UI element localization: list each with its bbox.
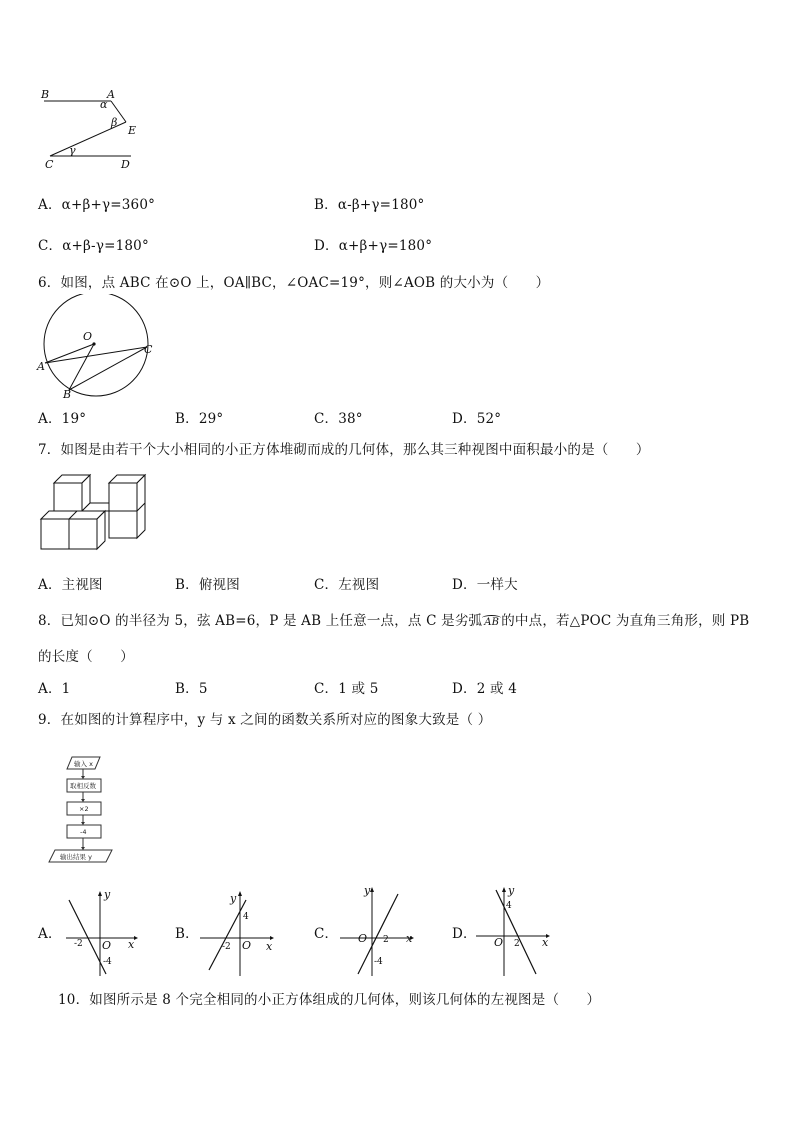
flow-step-negate: 取相反数 bbox=[70, 782, 96, 790]
q8-stem-line2: 的长度（ ） bbox=[38, 649, 134, 665]
graph-b bbox=[196, 888, 278, 980]
tick-y: 4 bbox=[506, 901, 512, 911]
q9-option-c-letter: C． bbox=[314, 926, 339, 942]
circle-figure bbox=[34, 294, 158, 400]
q6-option-a: A．19° bbox=[38, 411, 87, 427]
origin: O bbox=[494, 936, 504, 949]
label-B: B bbox=[63, 388, 72, 400]
q8-option-a: A．1 bbox=[38, 681, 71, 697]
label-A: A bbox=[37, 360, 45, 373]
q7-stem: 7．如图是由若干个大小相同的小正方体堆砌而成的几何体，那么其三种视图中面积最小的是（ ） bbox=[38, 442, 650, 458]
arc-ab: AB bbox=[484, 617, 500, 628]
tick-x: -2 bbox=[222, 942, 231, 952]
q5-option-d: D．α+β+γ=180° bbox=[314, 238, 433, 254]
flow-step-minus4: -4 bbox=[80, 828, 87, 836]
label-alpha: α bbox=[100, 98, 108, 111]
origin: O bbox=[358, 932, 368, 945]
graph-c bbox=[336, 884, 418, 980]
axis-y: y bbox=[508, 884, 515, 897]
label-beta: β bbox=[111, 116, 118, 129]
axis-x: x bbox=[406, 932, 413, 945]
tick-x: 2 bbox=[383, 935, 389, 945]
label-C: C bbox=[144, 343, 153, 356]
q6-stem: 6．如图，点 ABC 在⊙O 上，OA∥BC，∠OAC=19°，则∠AOB 的大小为（ ） bbox=[38, 275, 550, 291]
label-O: O bbox=[83, 330, 93, 343]
q6-option-b: B．29° bbox=[175, 411, 224, 427]
axis-y: y bbox=[364, 884, 371, 897]
q8-stem-part1: 8．已知⊙O 的半径为 5，弦 AB=6，P 是 AB 上任意一点，点 C 是劣弧 bbox=[38, 613, 483, 629]
q5-option-c: C．α+β-γ=180° bbox=[38, 238, 149, 254]
graph-a bbox=[60, 888, 140, 980]
q5-option-b: B．α-β+γ=180° bbox=[314, 197, 425, 213]
cubes-figure bbox=[34, 466, 158, 558]
q8-option-c: C．1 或 5 bbox=[314, 681, 379, 697]
q8-stem-line1 bbox=[38, 609, 749, 629]
q9-option-b-letter: B． bbox=[175, 926, 199, 942]
q7-option-a: A．主视图 bbox=[38, 577, 103, 593]
q9-option-a-letter: A． bbox=[38, 926, 62, 942]
origin: O bbox=[242, 939, 252, 952]
q7-option-b: B．俯视图 bbox=[175, 577, 240, 593]
tick-y: 4 bbox=[243, 912, 249, 922]
tick-x: -2 bbox=[74, 939, 83, 949]
flow-output: 输出结果 y bbox=[60, 853, 92, 861]
axis-x: x bbox=[266, 940, 273, 953]
q7-option-c: C．左视图 bbox=[314, 577, 380, 593]
flow-step-times2: ×2 bbox=[79, 805, 89, 813]
q8-stem-part2: 的中点，若△POC 为直角三角形，则 PB bbox=[501, 613, 750, 629]
q9-option-d-letter: D． bbox=[452, 926, 477, 942]
tick-y: -4 bbox=[374, 957, 383, 967]
label-E: E bbox=[128, 124, 137, 137]
q10-stem: 10．如图所示是 8 个完全相同的小正方体组成的几何体，则该几何体的左视图是（ ） bbox=[58, 992, 601, 1008]
axis-y: y bbox=[230, 892, 237, 905]
label-D: D bbox=[121, 158, 130, 171]
angle-figure bbox=[36, 86, 146, 174]
label-C: C bbox=[45, 158, 54, 171]
label-B: B bbox=[41, 88, 50, 101]
flow-input: 输入 x bbox=[74, 760, 93, 768]
q5-option-a: A．α+β+γ=360° bbox=[38, 197, 156, 213]
q6-option-d: D．52° bbox=[452, 411, 502, 427]
q8-option-d: D．2 或 4 bbox=[452, 681, 517, 697]
axis-x: x bbox=[542, 936, 549, 949]
label-A: A bbox=[107, 88, 115, 101]
q7-option-d: D．一样大 bbox=[452, 577, 518, 593]
q9-stem: 9．在如图的计算程序中，y 与 x 之间的函数关系所对应的图象大致是（ ） bbox=[38, 712, 492, 728]
origin: O bbox=[102, 939, 112, 952]
q8-option-b: B．5 bbox=[175, 681, 208, 697]
tick-y: -4 bbox=[103, 957, 112, 967]
label-gamma: γ bbox=[69, 144, 76, 157]
tick-x: 2 bbox=[514, 939, 520, 949]
q6-option-c: C．38° bbox=[314, 411, 363, 427]
graph-d bbox=[474, 884, 556, 980]
axis-x: x bbox=[128, 938, 135, 951]
axis-y: y bbox=[104, 888, 111, 901]
flowchart bbox=[46, 754, 126, 866]
